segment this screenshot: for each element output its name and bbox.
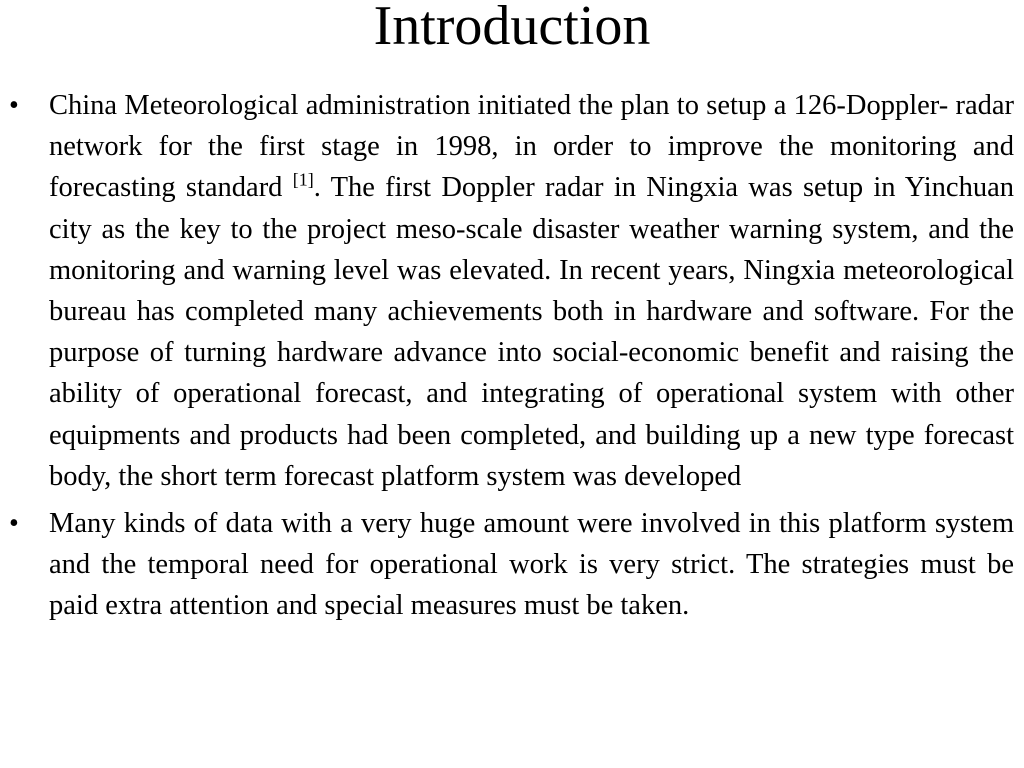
bullet-text-part-2: . The first Doppler radar in Ningxia was setup in Yinchuan city as the key to the project meso-scale disaster weather warning system, and the monitoring and warning level was elevated. In recent years, Ningxia meteorological bureau has completed many achievements both in hardware and software. For the purpose of turning hardware advance into social-economic benefit and raising the ability of operational forecast, and integrating of operational system with other equipments and products had been completed, and building up a new type forecast body, the short term forecast platform system was developed bbox=[49, 172, 1014, 492]
bullet-icon: • bbox=[9, 90, 19, 121]
slide-title: Introduction bbox=[373, 0, 651, 57]
bullet-list bbox=[0, 85, 1024, 627]
bullet-icon: • bbox=[9, 508, 19, 540]
bullet-text-part-1: China Meteorological administration initiated the plan to setup a 126-Doppler- radar network for the first stage in 1998, in order to improve the monitoring and forecasting standard bbox=[49, 90, 1014, 204]
bullet-text: Many kinds of data with a very huge amount were involved in this platform system and the temporal need for operational work is very strict. The strategies must be paid extra attention and special measures must be taken. bbox=[49, 508, 1014, 622]
bullet-item-data-volume bbox=[0, 503, 1024, 627]
citation-reference: [1] bbox=[292, 169, 314, 190]
bullet-item-radar-network bbox=[0, 85, 1024, 497]
